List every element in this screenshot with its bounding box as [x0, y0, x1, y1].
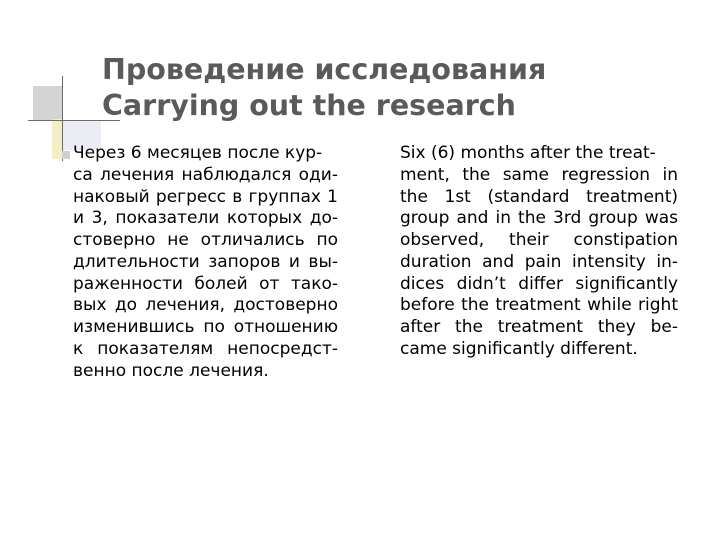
text-line: Через 6 месяцев после кур- — [73, 143, 323, 163]
text-line: dices didn’t differ significantly — [400, 273, 678, 294]
text-line: duration and pain intensity in- — [400, 251, 678, 272]
decorative-square-gray — [33, 86, 62, 121]
text-line: длительности запоров и вы- — [73, 251, 338, 272]
text-line: наковый регресс в группах 1 — [73, 186, 338, 207]
title-english: Carrying out the research — [102, 89, 516, 122]
text-line: раженности болей от тако- — [73, 273, 338, 294]
title-russian: Проведение исследования — [102, 53, 547, 86]
text-line: и 3, показатели которых до- — [73, 208, 338, 229]
text-line: came significantly different. — [400, 338, 638, 359]
text-line: вых до лечения, достоверно — [73, 295, 338, 316]
text-line: к показателям непосредст- — [73, 338, 338, 359]
decorative-square-yellow — [52, 119, 62, 159]
text-line: изменившись по отношению — [73, 317, 338, 337]
decorative-vertical-line — [62, 76, 63, 161]
text-line: венно после лечения. — [73, 360, 269, 381]
right-text-column — [400, 143, 678, 361]
bullet-marker — [62, 151, 70, 159]
text-line: ment, the same regression in — [400, 164, 678, 185]
text-line: Six (6) months after the treat- — [400, 143, 656, 163]
left-text-column — [73, 143, 338, 382]
text-line: стоверно не отличались по — [73, 230, 338, 250]
text-line: observed, their constipation — [400, 230, 678, 250]
text-line: after the treatment they be- — [400, 317, 678, 337]
slide-title — [102, 52, 546, 124]
text-line: before the treatment while right — [400, 295, 678, 316]
text-line: the 1st (standard treatment) — [400, 186, 678, 207]
text-line: са лечения наблюдался оди- — [73, 164, 338, 185]
text-line: group and in the 3rd group was — [400, 208, 678, 229]
